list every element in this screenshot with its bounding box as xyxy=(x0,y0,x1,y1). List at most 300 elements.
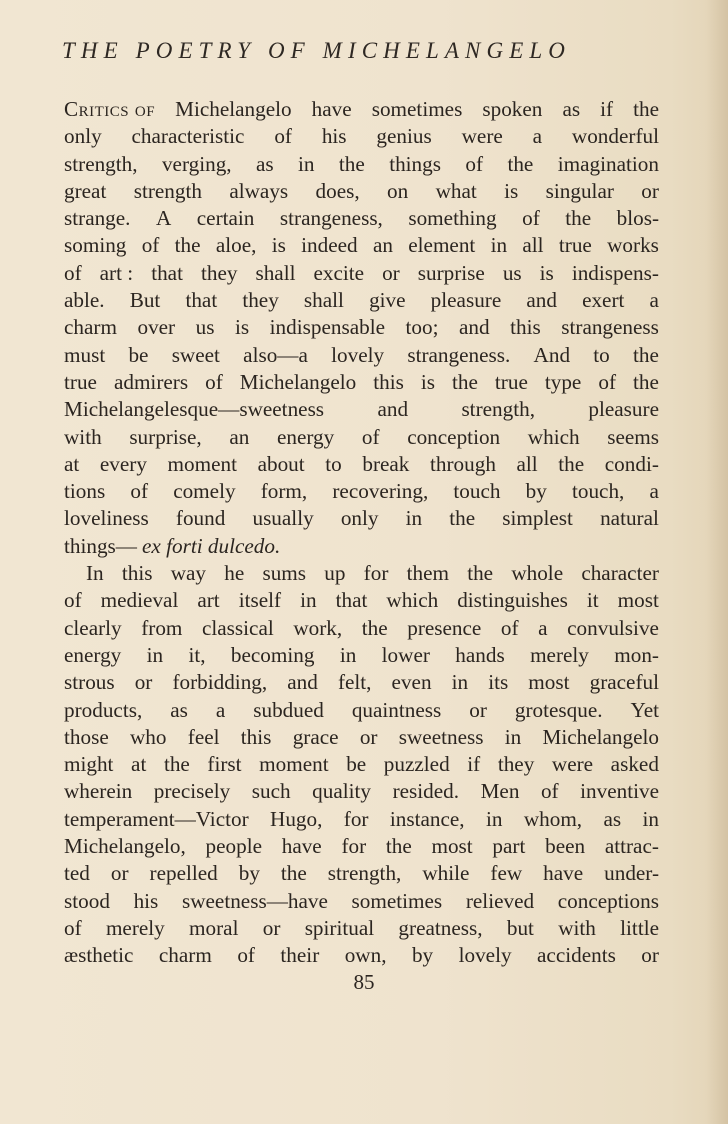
word: seems xyxy=(607,424,659,449)
word: a xyxy=(649,288,659,313)
word: inventive xyxy=(580,779,659,804)
word: stood xyxy=(64,888,110,913)
word: of xyxy=(274,124,292,149)
word: in xyxy=(485,806,503,831)
word: in xyxy=(490,233,508,258)
text-line xyxy=(64,424,659,451)
word: asked xyxy=(610,752,659,777)
word: of xyxy=(141,233,160,258)
word: Hugo, xyxy=(270,806,323,831)
running-head: THE POETRY OF MICHELANGELO xyxy=(62,38,571,63)
word: if xyxy=(600,97,614,121)
word: be xyxy=(128,342,149,367)
word: by xyxy=(525,479,547,504)
word: the xyxy=(633,342,659,367)
text-line xyxy=(64,833,659,860)
word: whom, xyxy=(523,806,583,831)
word: imagination xyxy=(557,151,659,176)
word: the xyxy=(174,233,201,258)
word: comely xyxy=(173,479,236,504)
word: which xyxy=(386,588,439,613)
word: wherein xyxy=(64,779,133,804)
word: that xyxy=(335,588,368,613)
word: or xyxy=(469,697,487,722)
text-line xyxy=(64,451,659,478)
word: such xyxy=(251,779,291,804)
word: what xyxy=(435,178,477,203)
word: break xyxy=(362,451,410,476)
word: And xyxy=(533,342,571,367)
word: true xyxy=(64,369,97,394)
word: relieved xyxy=(465,888,535,913)
word: hands xyxy=(455,642,505,667)
word: energy xyxy=(64,642,122,667)
word: merely xyxy=(105,915,165,940)
word: even xyxy=(391,670,432,695)
word: an xyxy=(372,233,393,258)
word: spoken xyxy=(482,97,543,121)
word: strangeness, xyxy=(279,206,383,231)
word: for xyxy=(363,561,389,586)
word: usually xyxy=(252,506,314,531)
word: sweetness xyxy=(398,724,484,749)
word: with xyxy=(558,915,596,940)
word: moral xyxy=(189,915,239,940)
word: æsthetic xyxy=(64,943,134,968)
word: the xyxy=(385,834,412,859)
word: were xyxy=(461,124,503,149)
word: to xyxy=(325,451,342,476)
word: is xyxy=(271,233,286,258)
word: must xyxy=(64,342,106,367)
word: whole xyxy=(511,561,564,586)
text-line xyxy=(64,751,659,778)
word: under- xyxy=(604,861,659,886)
word: little xyxy=(620,915,659,940)
word: true xyxy=(494,369,528,394)
word: if xyxy=(467,752,481,777)
word: sweetness—have xyxy=(181,888,328,913)
word: distinguishes xyxy=(457,588,568,613)
text-line xyxy=(64,342,659,369)
text-line xyxy=(64,669,659,696)
word: his xyxy=(321,124,347,149)
word: strange. xyxy=(64,206,131,231)
text-line xyxy=(64,232,659,259)
text-line xyxy=(64,915,659,942)
word: the xyxy=(565,206,592,231)
word: they xyxy=(497,752,535,777)
word: convulsive xyxy=(567,615,659,640)
word: strangeness xyxy=(561,315,659,340)
word: condi- xyxy=(604,451,659,476)
word: quaintness xyxy=(351,697,442,722)
word: the xyxy=(163,752,190,777)
word: indispensable xyxy=(269,315,385,340)
word: is xyxy=(504,178,519,203)
word: of xyxy=(540,779,559,804)
word: of xyxy=(522,206,540,231)
word: always xyxy=(229,178,289,203)
word: while xyxy=(422,861,470,886)
text-line xyxy=(64,478,659,505)
text-line xyxy=(64,178,659,205)
word: all xyxy=(522,233,544,258)
text-line xyxy=(64,642,659,669)
word: Michelangelo xyxy=(175,97,292,121)
word: the xyxy=(280,861,307,886)
word: and xyxy=(526,288,557,313)
word: that xyxy=(185,288,218,313)
word: soming xyxy=(64,233,127,258)
word: of xyxy=(465,151,484,176)
word: give xyxy=(369,288,406,313)
word: becoming xyxy=(230,642,315,667)
word: products, xyxy=(64,697,143,722)
word: the xyxy=(633,369,659,394)
word: this xyxy=(373,369,404,394)
word: lovely xyxy=(458,943,512,968)
word: they xyxy=(200,260,238,285)
text-line xyxy=(64,888,659,915)
word: subdued xyxy=(253,697,324,722)
word: strength xyxy=(133,178,202,203)
word: classical xyxy=(201,615,274,640)
word: the xyxy=(558,451,585,476)
word: type xyxy=(544,369,582,394)
word: element xyxy=(408,233,476,258)
word: attrac- xyxy=(604,834,659,859)
word: have xyxy=(281,834,322,859)
word: singular xyxy=(545,178,614,203)
word: touch xyxy=(453,479,501,504)
word: instance, xyxy=(389,806,465,831)
text-line xyxy=(64,806,659,833)
word: Yet xyxy=(630,697,659,722)
word: by xyxy=(411,943,434,968)
word: able. xyxy=(64,288,105,313)
word: sweet xyxy=(171,342,220,367)
word: only xyxy=(64,124,102,149)
word: have xyxy=(311,97,352,121)
word: merely xyxy=(530,642,589,667)
word: moment xyxy=(259,752,329,777)
word: moment xyxy=(167,451,237,476)
word: his xyxy=(133,888,159,913)
word: loveliness xyxy=(64,506,149,531)
word: for xyxy=(343,806,369,831)
word: or xyxy=(382,260,400,285)
word: In xyxy=(86,561,104,586)
word: form, xyxy=(260,479,308,504)
word: touch, xyxy=(571,479,625,504)
word: the xyxy=(338,151,365,176)
word: it, xyxy=(188,642,206,667)
word: is xyxy=(235,315,250,340)
word: be xyxy=(346,752,367,777)
page-edge-shadow xyxy=(706,0,728,1124)
text-line xyxy=(64,96,659,123)
text-line xyxy=(64,697,659,724)
word: a xyxy=(532,124,543,149)
word: admirers xyxy=(113,369,189,394)
word: up xyxy=(324,561,346,586)
word: about xyxy=(257,451,305,476)
word: found xyxy=(175,506,226,531)
word: the xyxy=(361,615,388,640)
word: is xyxy=(539,260,554,285)
word: mon- xyxy=(614,642,659,667)
word: from xyxy=(141,615,183,640)
word: in xyxy=(298,151,315,176)
word: character xyxy=(581,561,659,586)
word: itself xyxy=(238,588,282,613)
word: this xyxy=(240,724,272,749)
word: clearly xyxy=(64,615,122,640)
word: over xyxy=(137,315,176,340)
word: he xyxy=(224,561,245,586)
text-line xyxy=(64,287,659,314)
page-number: 85 xyxy=(353,970,375,994)
word: aloe, xyxy=(215,233,257,258)
text-line xyxy=(64,615,659,642)
word: on xyxy=(387,178,409,203)
word: us xyxy=(502,260,522,285)
word: forbidding, xyxy=(172,670,268,695)
word: for xyxy=(341,834,367,859)
word: medieval xyxy=(100,588,179,613)
word: shall xyxy=(303,288,344,313)
word: characteristic xyxy=(131,124,245,149)
text-line xyxy=(64,396,659,423)
word: also—a xyxy=(243,342,308,367)
word: as xyxy=(562,97,581,121)
word: tions xyxy=(64,479,106,504)
word: in xyxy=(504,724,522,749)
word: sometimes xyxy=(351,888,443,913)
word: A xyxy=(155,206,172,231)
word: of xyxy=(64,260,82,285)
word: and xyxy=(459,315,490,340)
word: in xyxy=(146,642,164,667)
word: were xyxy=(551,752,594,777)
word: exert xyxy=(582,288,625,313)
word: but xyxy=(506,915,534,940)
word: most xyxy=(431,834,473,859)
word: of xyxy=(130,479,149,504)
word: in xyxy=(642,806,659,831)
word: in xyxy=(405,506,423,531)
word: of xyxy=(64,588,82,613)
word: grace xyxy=(292,724,339,749)
word: of xyxy=(205,369,223,394)
word: most xyxy=(528,670,570,695)
word: great xyxy=(64,178,107,203)
word: the xyxy=(467,561,494,586)
word: in xyxy=(300,588,317,613)
word: that xyxy=(151,260,183,285)
word: Critics of xyxy=(64,97,156,121)
word: or xyxy=(359,724,378,749)
word: been xyxy=(545,834,586,859)
word: people xyxy=(205,834,262,859)
word: the xyxy=(449,506,476,531)
word: those xyxy=(64,724,109,749)
word: which xyxy=(527,424,580,449)
word: strous xyxy=(64,670,115,695)
word: feel xyxy=(187,724,220,749)
text-line xyxy=(64,778,659,805)
word: Michelangelo, xyxy=(64,834,186,859)
word: something xyxy=(408,206,497,231)
word: ted xyxy=(64,861,90,886)
word: indispens- xyxy=(571,260,659,285)
word: as xyxy=(255,151,274,176)
word: they xyxy=(242,288,279,313)
word: of xyxy=(598,369,616,394)
text-line xyxy=(64,533,659,560)
word: of xyxy=(500,615,519,640)
word: its xyxy=(488,670,509,695)
word: it xyxy=(586,588,599,613)
word: as xyxy=(170,697,188,722)
word: Michelangelesque—sweetness xyxy=(64,397,325,422)
word: strength, xyxy=(327,861,402,886)
word: Michelangelo xyxy=(239,369,357,394)
word: greatness, xyxy=(398,915,483,940)
word: of xyxy=(237,943,255,968)
word: strength, xyxy=(64,151,138,176)
text-line xyxy=(64,314,659,341)
word: at xyxy=(64,451,80,476)
word: in xyxy=(451,670,469,695)
word: first xyxy=(207,752,242,777)
word: true xyxy=(558,233,592,258)
word: certain xyxy=(196,206,255,231)
text-line xyxy=(64,724,659,751)
word: presence xyxy=(407,615,482,640)
word: strength, xyxy=(461,397,535,422)
word: through xyxy=(430,451,496,476)
word: genius xyxy=(376,124,432,149)
word: things— xyxy=(64,533,137,558)
word: natural xyxy=(600,506,659,531)
word: puzzled xyxy=(383,752,450,777)
word: or xyxy=(134,670,153,695)
word: have xyxy=(543,861,584,886)
body-text xyxy=(64,96,659,970)
word: a xyxy=(649,479,659,504)
word: at xyxy=(131,752,147,777)
word: too; xyxy=(405,315,439,340)
word: to xyxy=(593,342,610,367)
word: spiritual xyxy=(304,915,375,940)
word: and xyxy=(377,397,409,422)
word: temperament—Victor xyxy=(64,806,249,831)
word: simplest xyxy=(502,506,573,531)
word: Michelangelo xyxy=(542,724,659,749)
word: conceptions xyxy=(557,888,659,913)
word: the xyxy=(633,97,659,121)
word: does, xyxy=(315,178,360,203)
word: works xyxy=(607,233,659,258)
text-line xyxy=(64,505,659,532)
text-line xyxy=(64,942,659,969)
word: wonderful xyxy=(571,124,659,149)
word: Men xyxy=(480,779,520,804)
word: conception xyxy=(407,424,501,449)
word: of xyxy=(64,915,82,940)
word: grotesque. xyxy=(514,697,603,722)
word: and xyxy=(287,670,318,695)
word: part xyxy=(492,834,526,859)
word: the xyxy=(507,151,534,176)
word: by xyxy=(238,861,260,886)
word: or xyxy=(641,943,659,968)
word: felt, xyxy=(337,670,372,695)
word: every xyxy=(99,451,147,476)
word: lovely xyxy=(331,342,385,367)
word: energy xyxy=(276,424,335,449)
word: accidents xyxy=(537,943,616,968)
word: precisely xyxy=(153,779,231,804)
word: graceful xyxy=(589,670,659,695)
word: excite xyxy=(313,260,365,285)
word: pleasure xyxy=(430,288,502,313)
word: their xyxy=(280,943,320,968)
word: a xyxy=(538,615,548,640)
word: shall xyxy=(255,260,296,285)
word: surprise, xyxy=(129,424,202,449)
text-line xyxy=(64,260,659,287)
word: this xyxy=(510,315,541,340)
word: strangeness. xyxy=(407,342,511,367)
text-line xyxy=(64,860,659,887)
word: few xyxy=(490,861,523,886)
text-line xyxy=(64,205,659,232)
word: us xyxy=(195,315,215,340)
word: of xyxy=(361,424,380,449)
word: or xyxy=(110,861,129,886)
word: repelled xyxy=(149,861,218,886)
word: or xyxy=(641,178,659,203)
word: indeed xyxy=(301,233,358,258)
word: lower xyxy=(381,642,430,667)
word: most xyxy=(617,588,659,613)
word: is xyxy=(420,369,436,394)
word: recovering, xyxy=(332,479,429,504)
word: quality xyxy=(312,779,372,804)
word: sometimes xyxy=(371,97,463,121)
word: But xyxy=(129,288,161,313)
word: pleasure xyxy=(588,397,659,422)
word: surprise xyxy=(417,260,485,285)
word: all xyxy=(516,451,538,476)
word: an xyxy=(229,424,250,449)
text-line xyxy=(64,369,659,396)
word: in xyxy=(339,642,357,667)
word: charm xyxy=(158,943,212,968)
word: work, xyxy=(293,615,343,640)
text-line xyxy=(64,560,659,587)
word: blos- xyxy=(616,206,659,231)
word: who xyxy=(130,724,167,749)
word: sums xyxy=(262,561,307,586)
word: things xyxy=(389,151,441,176)
word: might xyxy=(64,752,114,777)
word: this xyxy=(121,561,153,586)
word: resided. xyxy=(392,779,460,804)
